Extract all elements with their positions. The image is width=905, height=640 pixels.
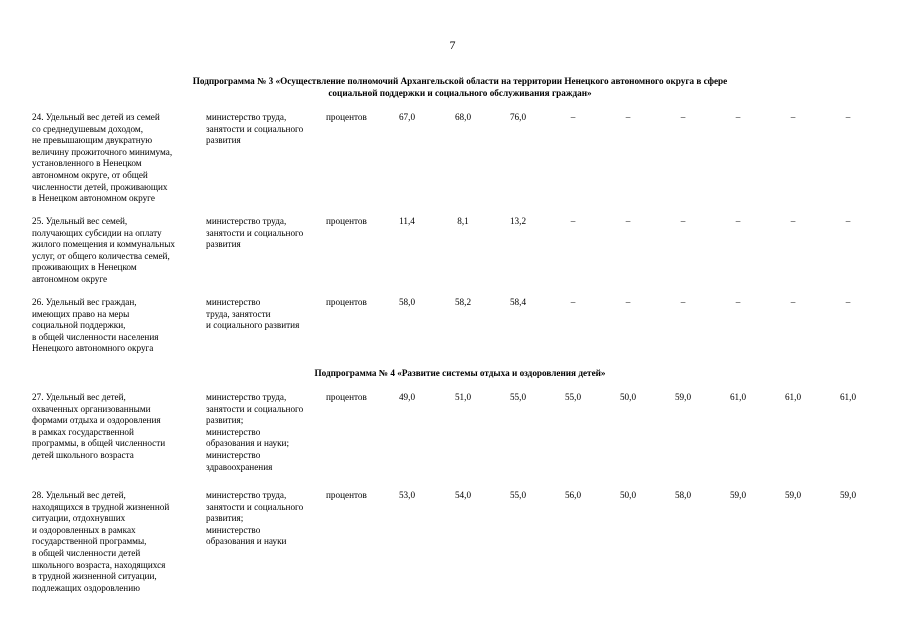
responsible-executor <box>206 297 326 332</box>
value-cell: 56,0 <box>564 490 582 500</box>
resp-line: здравоохранения <box>206 461 273 472</box>
name-line: ситуации, отдохнувших <box>32 513 126 524</box>
value-cell: – <box>680 297 686 307</box>
value-cell: – <box>570 297 576 307</box>
value-cell: 58,0 <box>398 297 416 307</box>
subprogram-3-heading <box>100 75 820 99</box>
heading-line: социальной поддержки и социального обслуживания граждан» <box>328 88 592 98</box>
value-cell: – <box>790 297 796 307</box>
name-line: Ненецкого автономного округа <box>32 343 154 354</box>
value-cell: 61,0 <box>839 392 857 402</box>
name-line: 27. Удельный вес детей, <box>32 392 126 402</box>
responsible-executor <box>206 490 326 548</box>
resp-line: министерство труда, <box>206 392 287 402</box>
name-line: автономном округе <box>32 273 108 284</box>
value-cell: – <box>735 297 741 307</box>
name-line: охваченных организованными <box>32 403 151 414</box>
value-cell: 51,0 <box>454 392 472 402</box>
heading-line: Подпрограмма № 3 «Осуществление полномочий Архангельской области на территории Ненецкого автономного округа в сфере <box>192 76 728 86</box>
resp-line: министерство труда, <box>206 216 287 226</box>
indicator-name <box>32 216 204 286</box>
name-line: установленного в Ненецком <box>32 158 142 169</box>
resp-line: министерство <box>206 426 261 437</box>
value-cell: 8,1 <box>457 216 469 226</box>
name-line: получающих субсидии на оплату <box>32 227 162 238</box>
name-line: величину прожиточного минимума, <box>32 146 173 157</box>
resp-line: образования и науки <box>206 536 287 547</box>
name-line: автономном округе, от общей <box>32 169 148 180</box>
indicator-name <box>32 297 204 355</box>
value-cell: 50,0 <box>619 392 637 402</box>
value-cell: 58,2 <box>454 297 472 307</box>
name-line: 25. Удельный вес семей, <box>32 216 128 226</box>
unit: процентов <box>326 490 367 500</box>
unit: процентов <box>326 216 367 226</box>
value-cell: 59,0 <box>729 490 747 500</box>
value-cell: – <box>735 216 741 226</box>
value-cell: 58,0 <box>674 490 692 500</box>
resp-line: министерство труда, <box>206 490 287 500</box>
name-line: численности детей, проживающих <box>32 181 168 192</box>
responsible-executor <box>206 216 326 251</box>
value-cell: 59,0 <box>784 490 802 500</box>
value-cell: 53,0 <box>398 490 416 500</box>
resp-line: труда, занятости <box>206 308 271 319</box>
name-line: проживающих в Ненецком <box>32 262 137 273</box>
responsible-executor <box>206 392 326 473</box>
resp-line: занятости и социального <box>206 123 304 134</box>
name-line: в трудной жизненной ситуации, <box>32 571 157 582</box>
indicator-name <box>32 490 204 594</box>
value-cell: 61,0 <box>729 392 747 402</box>
name-line: услуг, от общего количества семей, <box>32 250 170 261</box>
unit: процентов <box>326 112 367 122</box>
name-line: социальной поддержки, <box>32 320 126 331</box>
name-line: имеющих право на меры <box>32 308 130 319</box>
value-cell: – <box>570 216 576 226</box>
unit: процентов <box>326 297 367 307</box>
resp-line: занятости и социального <box>206 227 304 238</box>
value-cell: 67,0 <box>398 112 416 122</box>
subprogram-4-heading <box>100 367 820 379</box>
value-cell: – <box>625 216 631 226</box>
name-line: формами отдыха и оздоровления <box>32 415 161 426</box>
value-cell: 76,0 <box>509 112 527 122</box>
responsible-executor <box>206 112 326 147</box>
name-line: детей школьного возраста <box>32 449 134 460</box>
name-line: со среднедушевым доходом, <box>32 123 144 134</box>
resp-line: министерство <box>206 297 261 307</box>
resp-line: развития; <box>206 415 244 426</box>
name-line: государственной программы, <box>32 536 147 547</box>
name-line: в общей численности детей <box>32 547 141 558</box>
value-cell: 59,0 <box>839 490 857 500</box>
name-line: в общей численности населения <box>32 331 159 342</box>
name-line: не превышающим двукратную <box>32 135 153 146</box>
indicator-name <box>32 392 204 462</box>
resp-line: министерство <box>206 449 261 460</box>
resp-line: образования и науки; <box>206 438 290 449</box>
value-cell: 49,0 <box>398 392 416 402</box>
name-line: находящихся в трудной жизненной <box>32 501 170 512</box>
value-cell: 50,0 <box>619 490 637 500</box>
name-line: в рамках государственной <box>32 426 134 437</box>
value-cell: 55,0 <box>509 490 527 500</box>
name-line: программы, в общей численности <box>32 438 166 449</box>
resp-line: развития <box>206 239 241 250</box>
indicator-name <box>32 112 204 205</box>
value-cell: – <box>845 297 851 307</box>
page-number: 7 <box>449 38 456 52</box>
value-cell: 58,4 <box>509 297 527 307</box>
name-line: 24. Удельный вес детей из семей <box>32 112 160 122</box>
value-cell: 61,0 <box>784 392 802 402</box>
name-line: 28. Удельный вес детей, <box>32 490 126 500</box>
name-line: в Ненецком автономном округе <box>32 193 155 204</box>
value-cell: – <box>845 112 851 122</box>
name-line: подлежащих оздоровлению <box>32 582 140 593</box>
value-cell: 13,2 <box>509 216 527 226</box>
value-cell: – <box>790 216 796 226</box>
value-cell: 54,0 <box>454 490 472 500</box>
value-cell: – <box>570 112 576 122</box>
resp-line: министерство <box>206 524 261 535</box>
value-cell: – <box>625 112 631 122</box>
value-cell: – <box>680 216 686 226</box>
value-cell: 68,0 <box>454 112 472 122</box>
resp-line: развития; <box>206 513 244 524</box>
resp-line: занятости и социального <box>206 403 304 414</box>
resp-line: развития <box>206 135 241 146</box>
value-cell: – <box>845 216 851 226</box>
name-line: 26. Удельный вес граждан, <box>32 297 137 307</box>
name-line: школьного возраста, находящихся <box>32 559 166 570</box>
value-cell: – <box>790 112 796 122</box>
value-cell: 55,0 <box>564 392 582 402</box>
resp-line: министерство труда, <box>206 112 287 122</box>
value-cell: 55,0 <box>509 392 527 402</box>
name-line: жилого помещения и коммунальных <box>32 239 175 250</box>
unit: процентов <box>326 392 367 402</box>
value-cell: – <box>680 112 686 122</box>
name-line: и оздоровленных в рамках <box>32 524 136 535</box>
resp-line: и социального развития <box>206 320 300 331</box>
value-cell: – <box>625 297 631 307</box>
resp-line: занятости и социального <box>206 501 304 512</box>
value-cell: 11,4 <box>399 216 415 226</box>
value-cell: 59,0 <box>674 392 692 402</box>
value-cell: – <box>735 112 741 122</box>
heading-line: Подпрограмма № 4 «Развитие системы отдыха и оздоровления детей» <box>314 368 606 378</box>
